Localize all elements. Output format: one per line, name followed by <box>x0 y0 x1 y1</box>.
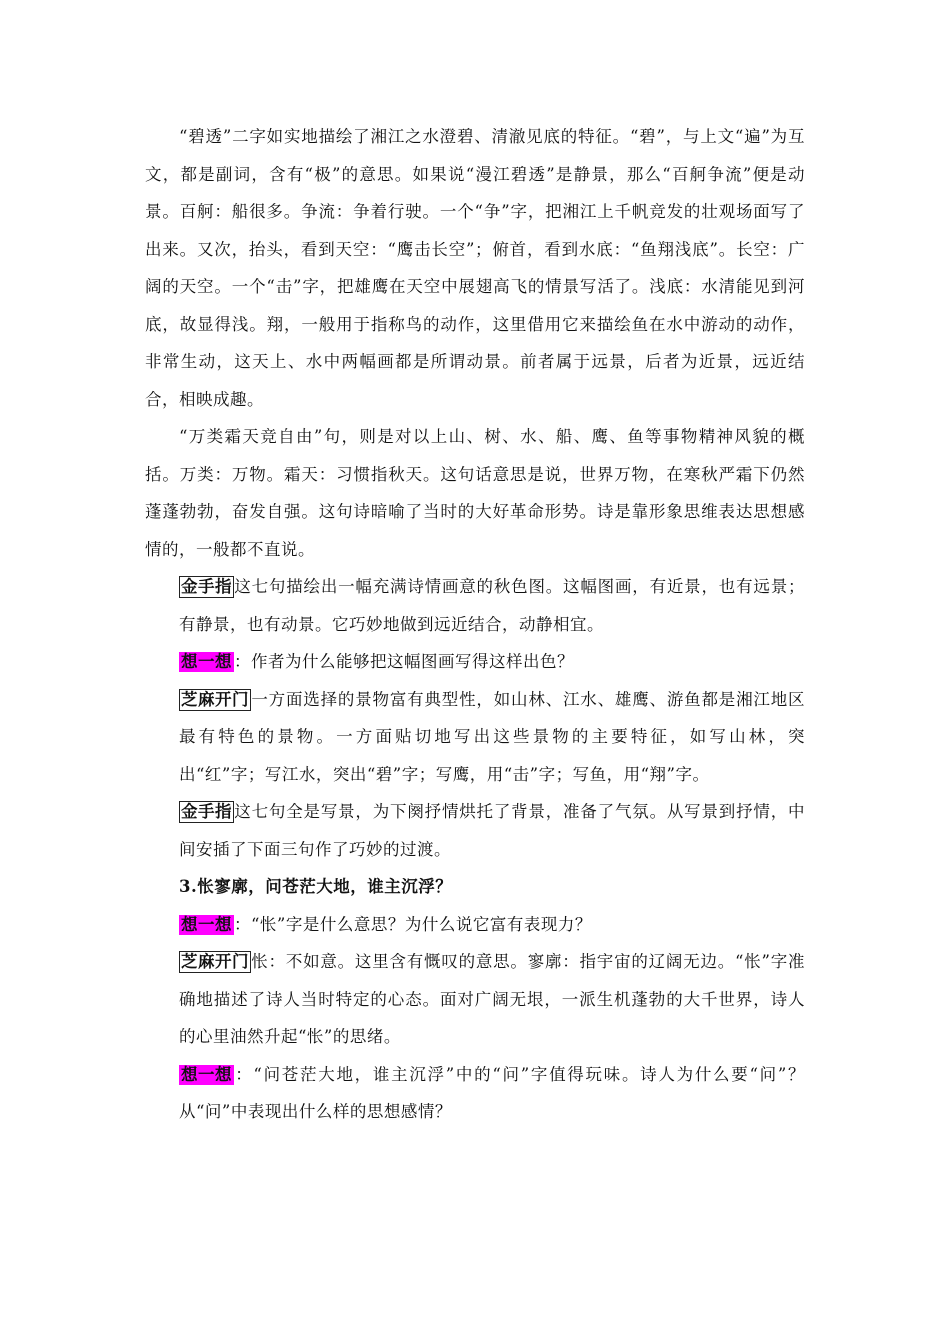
question-xiangyixiang-1 <box>145 643 805 681</box>
note-text: 这七句全是写景，为下阕抒情烘托了背景，准备了气氛。从写景到抒情，中间安插了下面三句作了巧妙的过渡。 <box>179 802 805 859</box>
answer-text: 怅：不如意。这里含有慨叹的意思。寥廓：指宇宙的辽阔无边。“怅”字准确地描述了诗人当时特定的心态。面对广阔无垠，一派生机蓬勃的大千世界，诗人的心里油然升起“怅”的思绪。 <box>179 952 805 1046</box>
tag-jinshouzhi: 金手指 <box>181 802 232 821</box>
answer-zhimakaimen-1 <box>145 681 805 794</box>
answer-text: 一方面选择的景物富有典型性，如山林、江水、雄鹰、游鱼都是湘江地区最有特色的景物。一方面贴切地写出这些景物的主要特征，如写山林，突出“红”字；写江水，突出“碧”字；写鹰，用“击”字；写鱼，用“翔”字。 <box>179 689 805 784</box>
question-xiangyixiang-3 <box>145 1056 805 1131</box>
note-jinshouzhi-2 <box>145 793 805 868</box>
section-heading: 3.怅寥廓，问苍茫大地，谁主沉浮？ <box>179 877 453 896</box>
question-text: ：“问苍茫大地，谁主沉浮”中的“问”字值得玩味。诗人为什么要“问”？从“问”中表现出什么样的思想感情？ <box>179 1064 805 1121</box>
tag-zhimakaimen: 芝麻开门 <box>181 952 249 971</box>
note-jinshouzhi-1 <box>145 568 805 643</box>
question-text: ：作者为什么能够把这幅图画写得这样出色？ <box>234 652 574 671</box>
question-text: ：“怅”字是什么意思？为什么说它富有表现力？ <box>234 914 592 934</box>
tag-xiangyixiang: 想一想 <box>181 914 232 934</box>
paragraph-bitou: “碧透”二字如实地描绘了湘江之水澄碧、清澈见底的特征。“碧”，与上文“遍”为互文，都是副词，含有“极”的意思。如果说“漫江碧透”是静景，那么“百舸争流”便是动景。百舸：船很多。争流：争着行驶。一个“争”字，把湘江上千帆竞发的壮观场面写了出来。又次，抬头，看到天空：“鹰击长空”；俯首，看到水底：“鱼翔浅底”。长空：广阔的天空。一个“击”字，把雄鹰在天空中展翅高飞的情景写活了。浅底：水清能见到河底，故显得浅。翔，一般用于指称鸟的动作，这里借用它来描绘鱼在水中游动的动作，非常生动，这天上、水中两幅画都是所谓动景。前者属于远景，后者为近景，远近结合，相映成趣。 <box>145 127 805 409</box>
answer-zhimakaimen-2 <box>145 943 805 1056</box>
document-body <box>145 118 805 1131</box>
question-xiangyixiang-2 <box>145 906 805 944</box>
tag-zhimakaimen: 芝麻开门 <box>181 689 249 709</box>
note-text: 这七句描绘出一幅充满诗情画意的秋色图。这幅图画，有近景，也有远景；有静景，也有动景。它巧妙地做到远近结合，动静相宜。 <box>179 577 805 634</box>
tag-xiangyixiang: 想一想 <box>181 652 232 671</box>
paragraph-wanlei: “万类霜天竞自由”句，则是对以上山、树、水、船、鹰、鱼等事物精神风貌的概括。万类：万物。霜天：习惯指秋天。这句话意思是说，世界万物，在寒秋严霜下仍然蓬蓬勃勃，奋发自强。这句诗暗喻了当时的大好革命形势。诗是靠形象思维表达思想感情的，一般都不直说。 <box>145 427 805 559</box>
tag-xiangyixiang: 想一想 <box>181 1064 232 1084</box>
tag-jinshouzhi: 金手指 <box>181 577 232 596</box>
